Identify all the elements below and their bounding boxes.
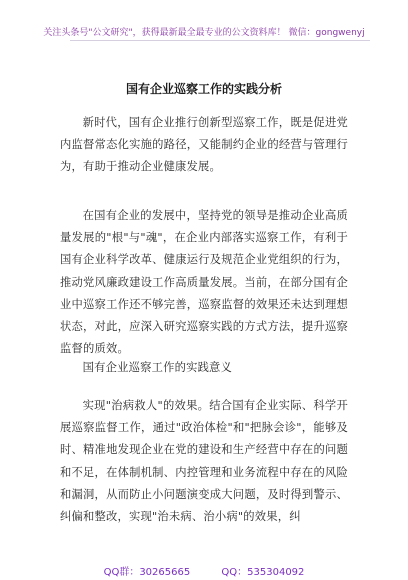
- document-title: 国有企业巡察工作的实践分析: [125, 82, 282, 96]
- footer-contact: [0, 563, 408, 578]
- section-heading: 国有企业巡察工作的实践意义: [82, 361, 233, 374]
- body-paragraph-3: 实现"治病救人"的效果。结合国有企业实际、科学开展巡察监督工作，通过"政治体检"和"把脉会诊"，能够及时、精准地发现企业在党的建设和生产经营中存在的问题和不足，在体制机制、内控管理和业务流程中存在的风险和漏洞，从而防止小问题演变成大问题，及时得到警示、纠偏和整改，实现"治未病、治小病"的效果，纠: [60, 399, 348, 524]
- header-promo-text: 关注头条号"公文研究"，获得最新最全最专业的公文资料库！ 微信：gongwenyj: [43, 28, 365, 38]
- footer-qq-number: QQ：535304092: [221, 567, 305, 578]
- body-paragraph-2: 在国有企业的发展中，坚持党的领导是推动企业高质量发展的"根"与"魂"，在企业内部落实巡察工作，有利于国有企业科学改革、健康运行及规范企业党组织的行为，推动党风廉政建设工作高质量发展。当前，在部分国有企业中巡察工作还不够完善，巡察监督的效果还未达到理想状态，对此，应深入研究巡察实践的方式方法，提升巡察监督的质效。: [60, 209, 348, 356]
- body-paragraph-1: 新时代，国有企业推行创新型巡察工作，既是促进党内监督常态化实施的路径，又能制约企业的经营与管理行为，有助于推动企业健康发展。: [60, 116, 348, 174]
- header-divider: [70, 40, 370, 41]
- footer-qq-group: QQ群：30265665: [103, 567, 191, 578]
